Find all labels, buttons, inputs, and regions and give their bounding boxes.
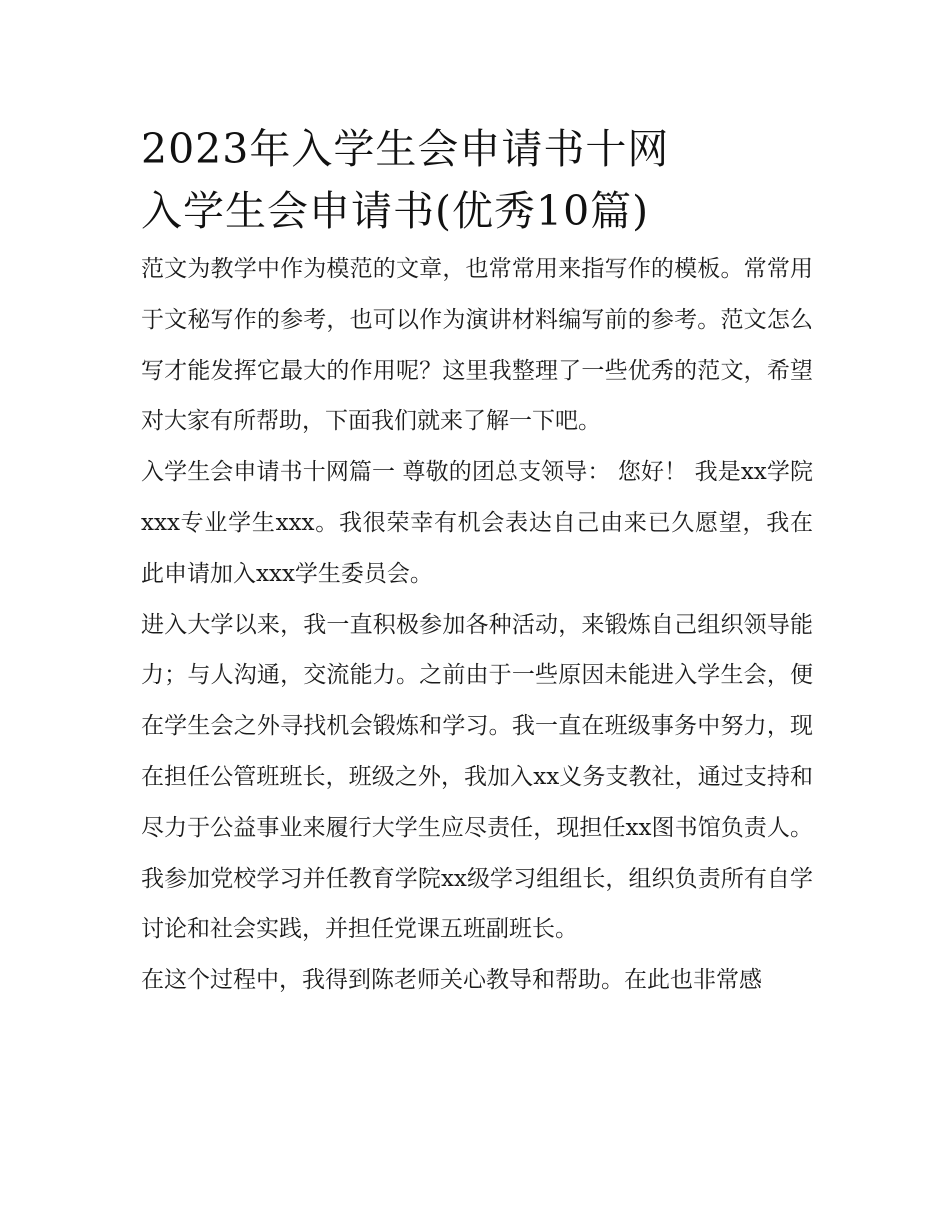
title-line-2: 入学生会申请书(优秀10篇) (141, 187, 650, 235)
paragraph-greeting: 入学生会申请书十网篇一 尊敬的团总支领导： 您好！ 我是xx学院xxx专业学生xxx。我很荣幸有机会表达自己由来已久愿望，我在此申请加入xxx学生委员会。 (141, 459, 813, 587)
paragraph-intro: 范文为教学中作为模范的文章，也常常用来指写作的模板。常常用于文秘写作的参考，也可以作为演讲材料编写前的参考。范文怎么写才能发挥它最大的作用呢？这里我整理了一些优秀的范文，希望对大家有所帮助，下面我们就来了解一下吧。 (141, 256, 813, 435)
paragraph-thanks: 在这个过程中，我得到陈老师关心教导和帮助。在此也非常感 (141, 967, 762, 994)
document-title (141, 118, 813, 242)
title-line-1: 2023年入学生会申请书十网 (141, 125, 670, 173)
paragraph-experience: 进入大学以来，我一直积极参加各种活动，来锻炼自己组织领导能力；与人沟通，交流能力。之前由于一些原因未能进入学生会，便在学生会之外寻找机会锻炼和学习。我一直在班级事务中努力，现在担任公管班班长，班级之外，我加入xx义务支教社，通过支持和尽力于公益事业来履行大学生应尽责任，现担任xx图书馆负责人。我参加党校学习并任教育学院xx级学习组组长，组织负责所有自学讨论和社会实践，并担任党课五班副班长。 (141, 611, 813, 943)
document-content (141, 118, 813, 1006)
